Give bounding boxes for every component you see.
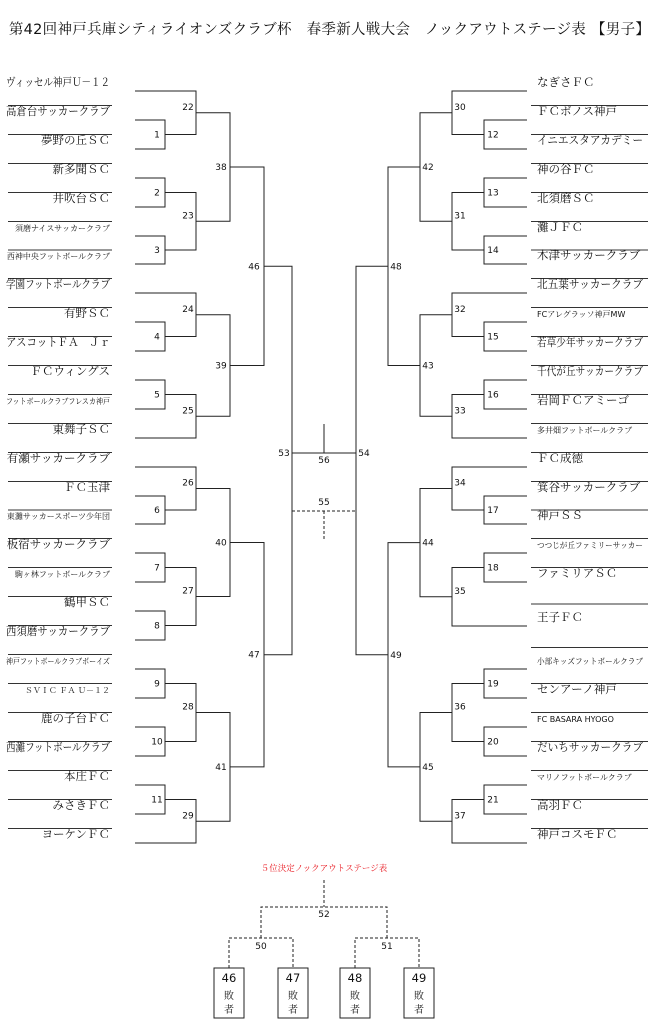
match-number: 38 [215, 163, 227, 173]
match-number: 41 [215, 762, 227, 773]
team-name-right: 王子ＦＣ [537, 610, 583, 624]
bracket-line [452, 684, 484, 742]
team-name-right: FCアレグラッソ神戸MW [537, 310, 626, 319]
match-number: 26 [182, 478, 194, 489]
team-name-left: ＳＶＩＣ ＦＡ Ｕ－１２ [24, 686, 110, 695]
team-name-right: 神戸コスモＦＣ [537, 827, 618, 841]
team-name-right: 木津サッカークラブ [537, 248, 641, 262]
team-name-right: ＦＣボノス神戸 [537, 104, 618, 118]
team-name-left: 西神中央フットボールクラブ [6, 252, 110, 261]
team-name-left: 東灘サッカースポーツ少年団 [6, 512, 110, 521]
match-number: 27 [182, 586, 194, 597]
loser-box-label: 者 [224, 1005, 234, 1016]
match-number: 53 [278, 449, 290, 459]
match-number: 19 [487, 679, 499, 690]
team-name-left: 神戸フットボールクラブボーイズ [6, 657, 126, 666]
bracket-line [452, 800, 484, 844]
team-name-left: フットボールクラブフレスカ神戸 [6, 397, 125, 406]
bracket-line [135, 236, 165, 264]
team-name-left: 板宿サッカークラブ [6, 537, 110, 551]
bracket-line [165, 293, 196, 337]
team-name-right: 多井畑フットボールクラブ [537, 426, 633, 435]
loser-box-number: 46 [221, 971, 237, 985]
match-number: 3 [154, 246, 160, 256]
match-number: 47 [248, 650, 260, 661]
match-number: 45 [422, 762, 434, 773]
team-name-left: 鶴甲ＳＣ [64, 595, 110, 609]
bracket-line [135, 611, 165, 640]
bracket-line [356, 266, 388, 655]
team-name-right: 神の谷ＦＣ [537, 162, 595, 176]
match-number: 29 [182, 811, 194, 822]
team-name-right: センアーノ神戸 [537, 682, 617, 696]
bracket-line [165, 684, 196, 742]
match-number: 48 [390, 262, 402, 273]
match-number: 34 [454, 478, 466, 489]
match-number: 7 [154, 563, 160, 574]
bracket-line [452, 467, 484, 510]
bracket-line [165, 467, 196, 510]
team-name-right: 若草少年サッカークラブ [537, 335, 644, 349]
match-number: 1 [154, 130, 160, 141]
team-name-right: つつじが丘ファミリーサッカー [537, 541, 643, 550]
match-number: 13 [487, 188, 499, 199]
team-name-right: 北須磨ＳＣ [537, 191, 595, 205]
team-name-left: 西灘フットボールクラブ [6, 740, 111, 754]
match-number: 54 [358, 449, 370, 459]
team-name-left: ＦＣウィングス [30, 364, 110, 378]
bracket-line [452, 293, 484, 337]
match-number: 23 [182, 211, 194, 222]
team-name-right: FC BASARA HYOGO [537, 715, 614, 724]
match-number: 40 [215, 538, 227, 549]
loser-box-label: 者 [288, 1005, 298, 1016]
bracket-line [135, 178, 165, 207]
match-number: 50 [255, 942, 267, 952]
match-number: 46 [248, 262, 260, 273]
match-number: 51 [381, 942, 393, 952]
team-name-left: 駒ヶ林フットボールクラブ [14, 570, 110, 579]
team-name-right: 小部キッズフットボールクラブ [537, 657, 648, 666]
bracket-line [165, 193, 196, 251]
match-number: 39 [215, 361, 227, 372]
team-name-right: 岩岡ＦＣアミーゴ [537, 393, 629, 407]
match-number: 25 [182, 406, 194, 417]
team-name-left: 新多聞ＳＣ [52, 162, 110, 176]
team-name-left: 西須磨サッカークラブ [6, 624, 111, 638]
bracket-line [165, 800, 196, 844]
team-name-right: 灘ＪＦＣ [537, 220, 583, 234]
bracket-line [135, 669, 165, 698]
bracket-line [135, 120, 165, 149]
match-number: 33 [454, 406, 466, 417]
loser-box-label: 敗 [350, 991, 360, 1002]
match-number: 6 [154, 506, 160, 516]
team-name-right: だいちサッカークラブ [537, 740, 644, 754]
match-number: 43 [422, 361, 434, 372]
loser-box-label: 者 [350, 1005, 360, 1016]
match-number: 10 [151, 737, 163, 748]
match-number: 16 [487, 390, 499, 401]
bracket-line [452, 395, 484, 439]
match-number: 56 [318, 456, 330, 466]
match-number: 28 [182, 702, 194, 713]
match-number: 32 [454, 304, 466, 315]
match-number: 37 [454, 811, 466, 822]
match-number: 36 [454, 702, 466, 713]
match-number: 21 [487, 795, 499, 806]
loser-box-number: 48 [347, 971, 363, 985]
team-name-left: ヴィッセル神戸Ｕ－１２ [6, 75, 110, 89]
bracket-line [452, 193, 484, 251]
team-name-left: 鹿の子台ＦＣ [41, 711, 110, 725]
match-number: 35 [454, 586, 466, 597]
match-number: 52 [318, 910, 330, 920]
team-name-right: イニエスタアカデミー [537, 133, 643, 147]
team-name-left: 東舞子ＳＣ [52, 422, 110, 436]
bracket-line [165, 395, 196, 439]
team-name-right: 千代が丘サッカークラブ [537, 364, 644, 378]
match-number: 8 [154, 621, 160, 632]
match-number: 18 [487, 563, 499, 574]
match-number: 49 [390, 650, 402, 661]
team-name-right: 北五葉サッカークラブ [537, 277, 644, 291]
team-name-left: 有野ＳＣ [64, 306, 110, 320]
team-name-left: アスコットＦＡ Ｊｒ [6, 335, 110, 349]
team-name-right: 神戸ＳＳ [537, 508, 583, 522]
bracket-line [165, 568, 196, 626]
team-name-left: ＦＣ玉津 [64, 480, 110, 494]
match-number: 44 [422, 538, 434, 549]
match-number: 5 [154, 390, 160, 401]
team-name-left: 学園フットボールクラブ [6, 277, 111, 291]
bracket-line [264, 266, 292, 654]
loser-box-label: 者 [414, 1005, 424, 1016]
loser-box-label: 敗 [414, 991, 424, 1002]
match-number: 55 [318, 498, 330, 508]
bracket-line [135, 496, 165, 524]
match-number: 9 [154, 679, 160, 690]
team-name-right: 箕谷サッカークラブ [537, 480, 641, 494]
match-number: 14 [487, 246, 499, 256]
fifth-place-title: ５位決定ノックアウトステージ表 [260, 864, 388, 874]
match-number: 20 [487, 737, 499, 748]
loser-box-number: 47 [285, 971, 301, 985]
team-name-left: ヨーケンＦＣ [41, 827, 110, 841]
team-name-right: ファミリアＳＣ [537, 566, 618, 580]
bracket-line [165, 91, 196, 135]
match-number: 15 [487, 332, 499, 343]
team-name-left: 本庄ＦＣ [64, 769, 110, 783]
bracket-line [135, 553, 165, 582]
loser-box-number: 49 [411, 971, 427, 985]
bracket-line [135, 322, 165, 351]
page-title: 第42回神戸兵庫シティライオンズクラブ杯 春季新人戦大会 ノックアウトステージ表 【男子】 [8, 22, 651, 38]
match-number: 17 [487, 506, 499, 516]
match-number: 4 [154, 332, 160, 343]
team-name-right: 高羽ＦＣ [537, 798, 583, 812]
team-name-left: みさきＦＣ [52, 798, 110, 812]
team-name-left: 高倉台サッカークラブ [6, 104, 111, 118]
team-name-left: 夢野の丘ＳＣ [41, 133, 110, 147]
team-name-right: なぎさＦＣ [537, 75, 595, 89]
bracket-line [452, 91, 484, 135]
match-number: 2 [154, 188, 160, 199]
bracket-line [135, 380, 165, 409]
match-number: 31 [454, 211, 466, 222]
match-number: 22 [182, 102, 194, 113]
match-number: 24 [182, 304, 194, 315]
team-name-left: 井吹台ＳＣ [52, 191, 110, 205]
match-number: 30 [454, 102, 466, 113]
team-name-right: ＦＣ成徳 [537, 451, 583, 465]
loser-box-label: 敗 [288, 991, 298, 1002]
bracket-line [452, 568, 484, 627]
team-name-left: 須磨ナイスサッカークラブ [14, 224, 110, 233]
loser-box-label: 敗 [224, 991, 234, 1002]
match-number: 42 [422, 163, 434, 173]
team-name-left: 有瀬サッカークラブ [6, 451, 110, 465]
match-number: 12 [487, 130, 499, 141]
match-number: 11 [151, 795, 163, 806]
team-name-right: マリノフットボールクラブ [537, 773, 632, 782]
